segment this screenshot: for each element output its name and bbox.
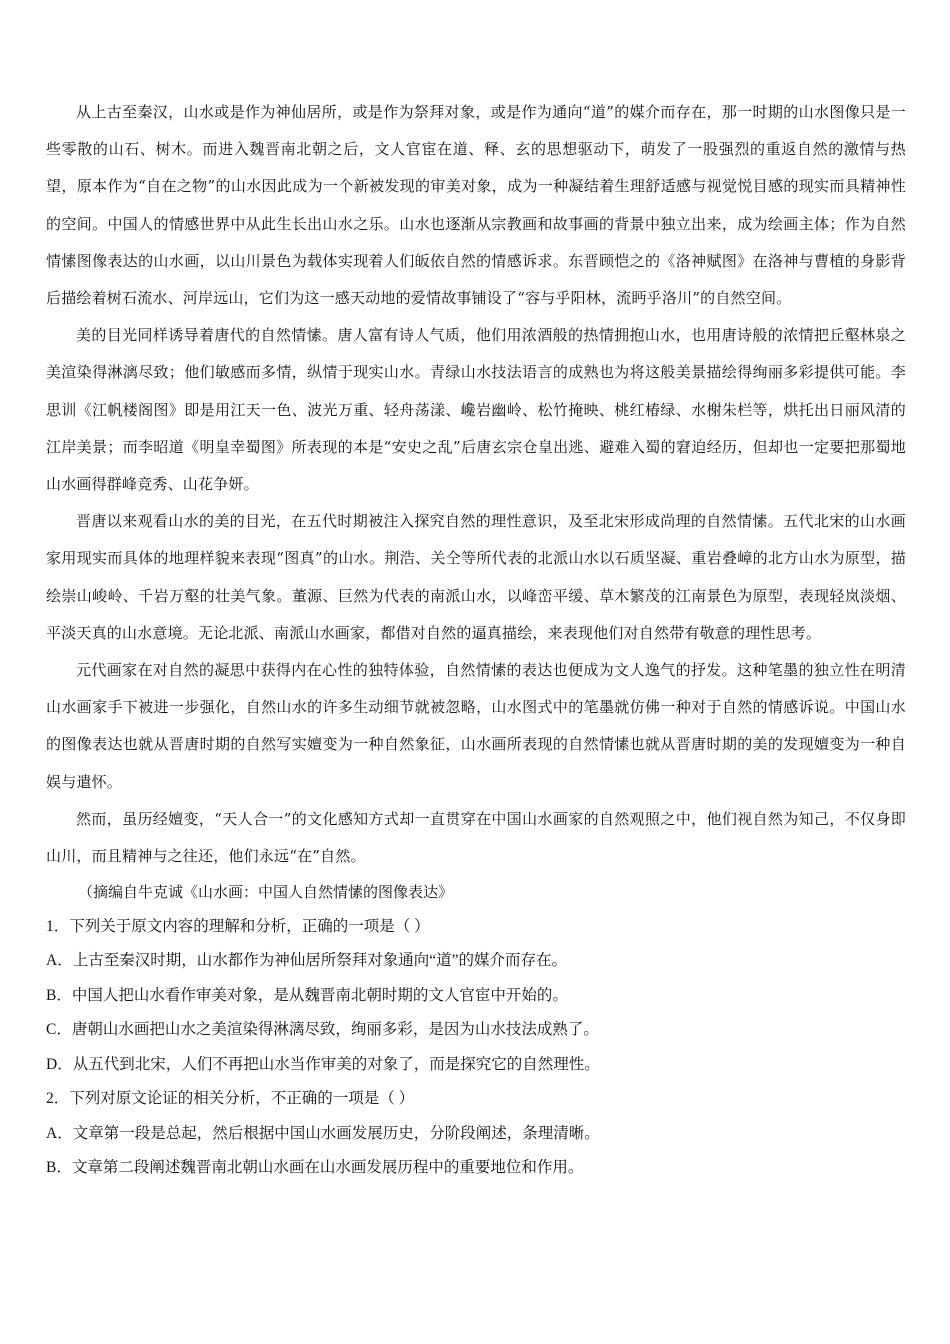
question-2-option-b: B．文章第二段阐述魏晋南北朝山水画在山水画发展历程中的重要地位和作用。 — [46, 1159, 584, 1177]
passage-paragraph-3: 晋唐以来观看山水的美的目光，在五代时期被注入探究自然的理性意识，及至北宋形成尚理的自然情愫。五代北宋的山水画家用现实而具体的地理样貌来表现“图真”的山水。荆浩、关仝等所代表的北派山水以石质坚凝、重岩叠嶂的北方山水为原型，描绘崇山峻岭、千岩万壑的壮美气象。董源、巨然为代表的南派山水，以峰峦平缓、草木繁茂的江南景色为原型，表现轻岚淡烟、平淡天真的山水意境。无论北派、南派山水画家，都借对自然的逼真描绘，来表现他们对自然带有敬意的理性思考。 — [46, 512, 906, 642]
question-1-option-b: B．中国人把山水看作审美对象，是从魏晋南北朝时期的文人官宦中开始的。 — [46, 986, 568, 1004]
question-1-option-d: D．从五代到北宋，人们不再把山水当作审美的对象了，而是探究它的自然理性。 — [46, 1055, 600, 1073]
passage-paragraph-5: 然而，虽历经嬗变，“天人合一”的文化感知方式却一直贯穿在中国山水画家的自然观照之中，他们视自然为知己，不仅身即山川，而且精神与之往还，他们永远“在”自然。 — [46, 809, 906, 866]
question-2-option-a: A．文章第一段是总起，然后根据中国山水画发展历史，分阶段阐述，条理清晰。 — [46, 1124, 600, 1142]
question-1-option-c: C．唐朝山水画把山水之美渲染得淋漓尽致，绚丽多彩，是因为山水技法成熟了。 — [46, 1021, 599, 1039]
passage-paragraph-1: 从上古至秦汉，山水或是作为神仙居所，或是作为祭拜对象，或是作为通向“道”的媒介而存在，那一时期的山水图像只是一些零散的山石、树木。而进入魏晋南北朝之后，文人官宦在道、释、玄的思想驱动下，萌发了一股强烈的重返自然的激情与热望，原本作为“自在之物”的山水因此成为一个新被发现的审美对象，成为一种凝结着生理舒适感与视觉悦目感的现实而具精神性的空间。中国人的情感世界中从此生长出山水之乐。山水也逐渐从宗教画和故事画的背景中独立出来，成为绘画主体；作为自然情愫图像表达的山水画，以山川景色为载体实现着人们皈依自然的情感诉求。东晋顾恺之的《洛神赋图》在洛神与曹植的身影背后描绘着树石流水、河岸远山，它们为这一感天动地的爱情故事铺设了“容与乎阳林，流眄乎洛川”的自然空间。 — [46, 103, 906, 308]
document-page — [46, 94, 906, 1186]
passage-paragraph-4: 元代画家在对自然的凝思中获得内在心性的独特体验，自然情愫的表达也便成为文人逸气的抒发。这种笔墨的独立性在明清山水画家手下被进一步强化，自然山水的许多生动细节就被忽略，山水图式中的笔墨就仿佛一种对于自然的情感诉说。中国山水的图像表达也就从晋唐时期的自然写实嬗变为一种自然象征，山水画所表现的自然情愫也就从晋唐时期的美的发现嬗变为一种自娱与遣怀。 — [46, 661, 906, 791]
question-2-stem: 2．下列对原文论证的相关分析，不正确的一项是（ ） — [46, 1090, 415, 1108]
source-citation: （摘编自牛克诚《山水画：中国人自然情愫的图像表达》 — [78, 883, 454, 902]
passage-paragraph-2: 美的目光同样诱导着唐代的自然情愫。唐人富有诗人气质，他们用浓酒般的热情拥抱山水，也用唐诗般的浓情把丘壑林泉之美渲染得淋漓尽致；他们敏感而多情，纵情于现实山水。青绿山水技法语言的成熟也为将这般美景描绘得绚丽多彩提供可能。李思训《江帆楼阁图》即是用江天一色、波光万重、轻舟荡漾、巉岩幽岭、松竹掩映、桃红椿绿、水榭朱栏等，烘托出日丽风清的江岸美景；而李昭道《明皇幸蜀图》所表现的本是“安史之乱”后唐玄宗仓皇出逃、避难入蜀的窘迫经历，但却也一定要把那蜀地山水画得群峰竞秀、山花争妍。 — [46, 326, 906, 494]
question-1-stem: 1．下列关于原文内容的理解和分析，正确的一项是（ ） — [46, 917, 430, 935]
question-1-option-a: A．上古至秦汉时期，山水都作为神仙居所祭拜对象通向“道”的媒介而存在。 — [46, 952, 567, 970]
